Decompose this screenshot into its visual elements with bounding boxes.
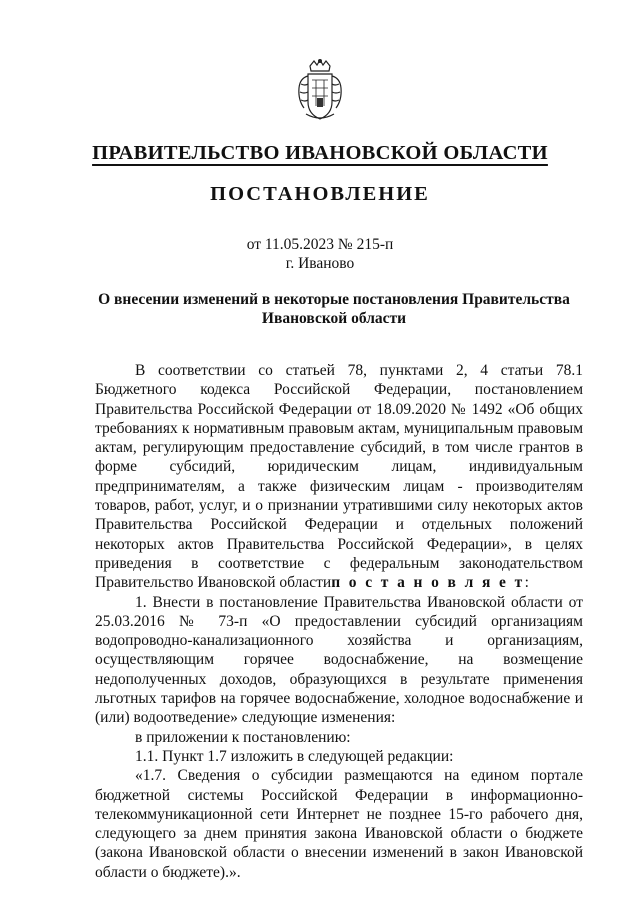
- resolves-colon: :: [524, 574, 529, 592]
- city: г. Иваново: [285, 255, 355, 272]
- government-title: [0, 142, 640, 165]
- government-title-text: ПРАВИТЕЛЬСТВО ИВАНОВСКОЙ ОБЛАСТИ: [92, 142, 548, 164]
- document-body: [95, 361, 583, 882]
- resolves-word: п о с т а н о в л я е т: [331, 574, 525, 592]
- appendix-paragraph: в приложении к постановлению:: [135, 728, 351, 746]
- coat-of-arms-emblem: [296, 58, 344, 122]
- item-1-paragraph: 1. Внести в постановление Правительства Ивановской области от 25.03.2016 № 73-п «О предоставлении субсидий организациям водопроводно-канализационного хозяйства и организациям, осуществляющим горячее водоснабжение, на возмещение недополученных доходов, образующихся в результате применения льготных тарифов на горячее водоснабжение, холодное водоснабжение и (или) водоотведение» следующие изменения:: [95, 593, 583, 727]
- item-1-1-paragraph: 1.1. Пункт 1.7 изложить в следующей редакции:: [135, 747, 454, 765]
- date-number: от 11.05.2023 № 215-п: [246, 236, 394, 253]
- document-subject: О внесении изменений в некоторые постановления Правительства Ивановской области: [98, 291, 570, 327]
- quote-paragraph: «1.7. Сведения о субсидии размещаются на едином портале бюджетной системы Российской Федерации в информационно-телекоммуникационной сети Интернет не позднее 15-го рабочего дня, следующего за днем принятия закона Ивановской области о бюджете (закона Ивановской области о внесении изменений в закон Ивановской области о бюджете).».: [95, 767, 583, 881]
- preamble-paragraph: [95, 361, 583, 593]
- document-type: ПОСТАНОВЛЕНИЕ: [210, 183, 430, 205]
- document-meta: [0, 235, 640, 273]
- preamble-text: В соответствии со статьей 78, пунктами 2, 4 статьи 78.1 Бюджетного кодекса Российской Федерации, постановлением Правительства Российской Федерации от 18.09.2020 № 1492 «Об общих требованиях к нормативным правовым актам, муниципальным правовым актам, регулирующим предоставление субсидий, в том числе грантов в форме субсидий, юридическим лицам, индивидуальным предпринимателям, а также физическим лицам - производителям товаров, работ, услуг, и о признании утратившими силу некоторых актов Правительства Российской Федерации и отдельных положений некоторых актов Правительства Российской Федерации», в целях приведения в соответствие с федеральным законодательством Правительство Ивановской области: [95, 362, 583, 592]
